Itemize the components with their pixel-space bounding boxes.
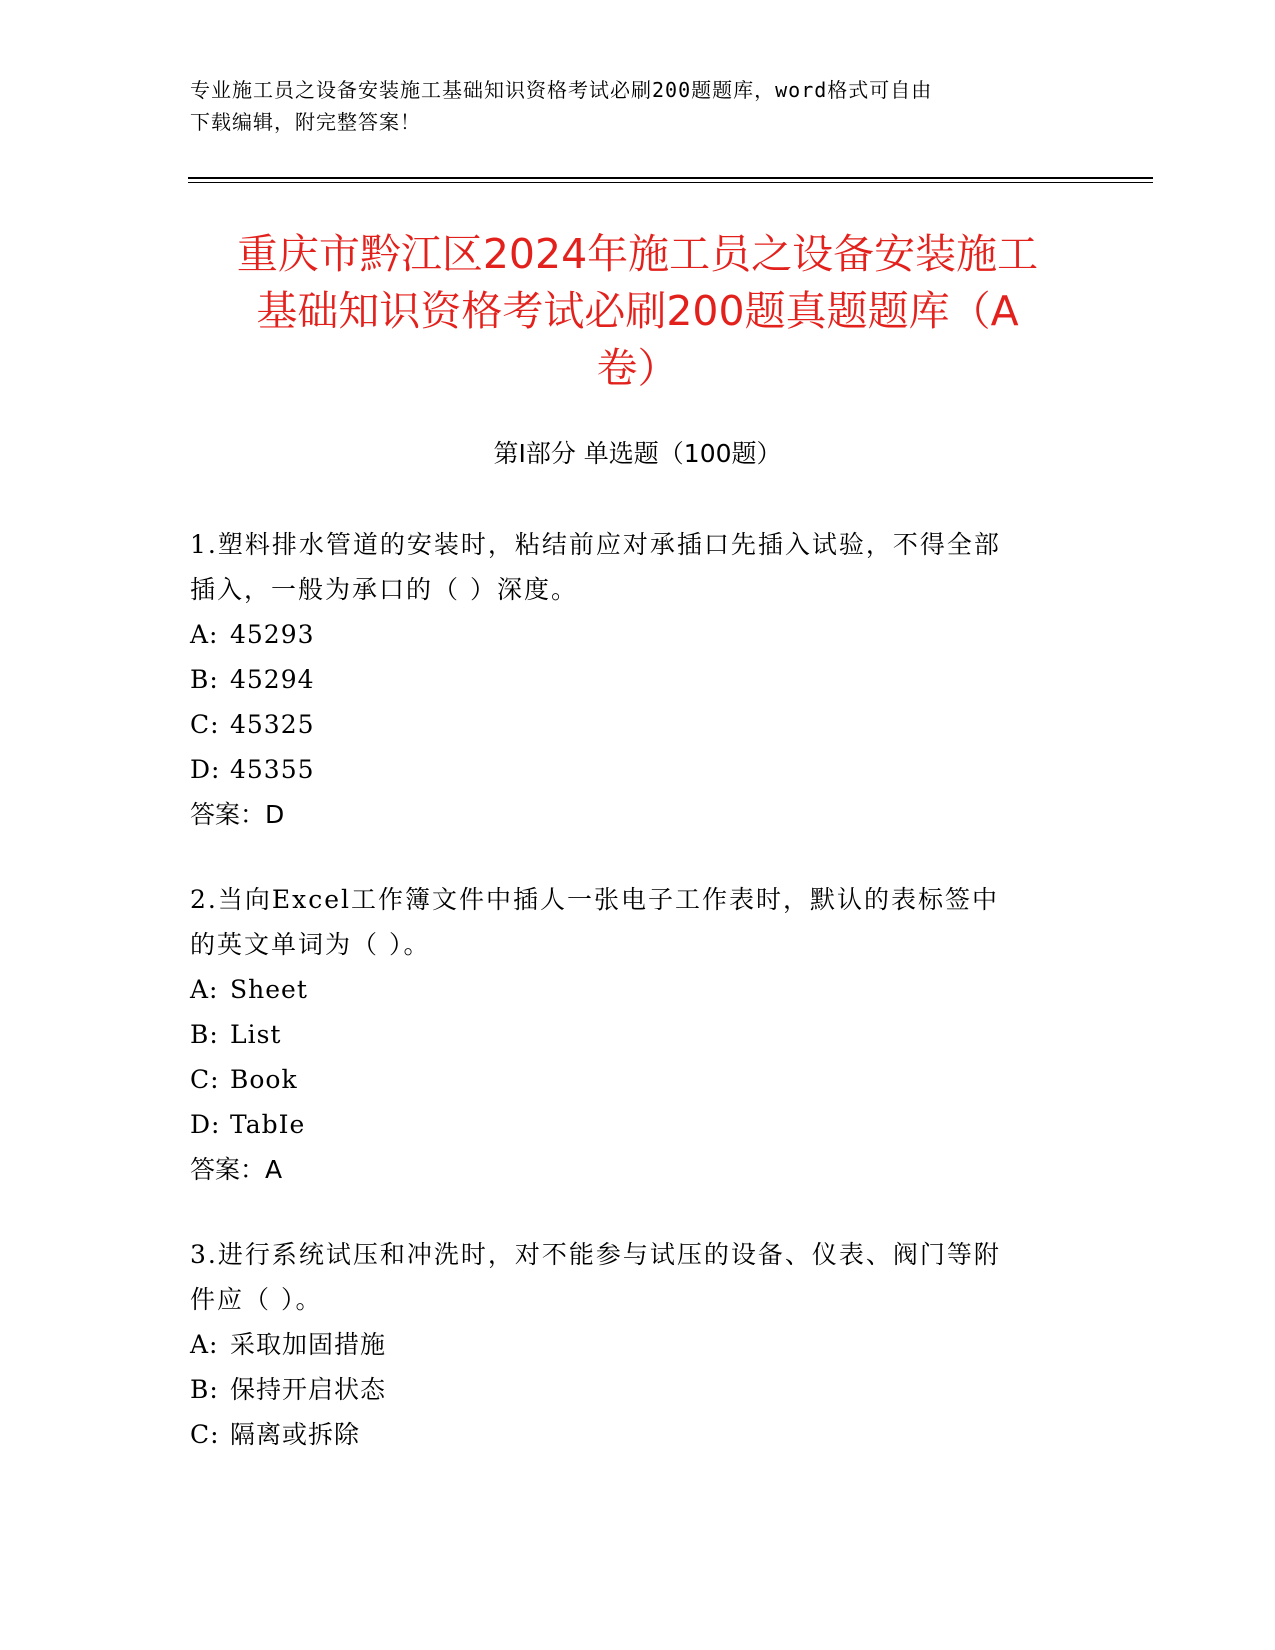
option-a [190, 612, 1070, 657]
option-text: 隔离或拆除 [230, 1420, 361, 1449]
option-text: 保持开启状态 [230, 1375, 387, 1404]
option-b [190, 657, 1070, 702]
option-text: 采取加固措施 [230, 1330, 387, 1359]
option-c [190, 702, 1070, 747]
option-c [190, 1412, 1070, 1457]
header-line-2: 下载编辑，附完整答案！ [190, 110, 421, 134]
option-d [190, 1102, 1070, 1147]
option-letter: D: [190, 1110, 221, 1139]
option-letter: D: [190, 755, 221, 784]
header-divider-thick [188, 177, 1153, 179]
question-stem-line-1: 2.当向Excel工作簿文件中插人一张电子工作表时，默认的表标签中 [190, 885, 999, 914]
document-title [150, 226, 1125, 397]
option-letter: A: [190, 975, 219, 1004]
option-text: Sheet [230, 975, 308, 1004]
option-d [190, 747, 1070, 792]
question-1 [190, 522, 1070, 837]
option-text: 45293 [230, 620, 315, 649]
option-letter: B: [190, 665, 219, 694]
option-b [190, 1012, 1070, 1057]
answer-label: 答案：A [190, 1155, 283, 1184]
option-text: TabIe [230, 1110, 306, 1139]
answer-label: 答案：D [190, 800, 285, 829]
section-title: 第I部分 单选题（100题） [493, 439, 782, 468]
option-letter: C: [190, 710, 220, 739]
option-letter: C: [190, 1420, 220, 1449]
option-letter: A: [190, 620, 219, 649]
option-a [190, 1322, 1070, 1367]
option-c [190, 1057, 1070, 1102]
question-list [190, 522, 1070, 1497]
option-text: 45325 [230, 710, 315, 739]
document-header [190, 74, 1070, 138]
title-line-1: 重庆市黔江区2024年施工员之设备安装施工 [236, 230, 1039, 278]
option-a [190, 967, 1070, 1012]
option-letter: A: [190, 1330, 219, 1359]
option-letter: B: [190, 1375, 219, 1404]
option-b [190, 1367, 1070, 1412]
option-text: List [230, 1020, 282, 1049]
option-text: 45294 [230, 665, 315, 694]
header-line-1: 专业施工员之设备安装施工基础知识资格考试必刷200题题库，word格式可自由 [190, 78, 933, 102]
header-divider-thin [188, 182, 1153, 183]
question-3 [190, 1232, 1070, 1457]
question-stem-line-1: 3.进行系统试压和冲洗时，对不能参与试压的设备、仪表、阀门等附 [190, 1240, 1001, 1269]
title-line-2: 基础知识资格考试必刷200题真题题库（A [256, 287, 1019, 335]
option-letter: B: [190, 1020, 219, 1049]
question-stem-line-1: 1.塑料排水管道的安装时，粘结前应对承插口先插入试验，不得全部 [190, 530, 1001, 559]
option-letter: C: [190, 1065, 220, 1094]
option-text: 45355 [230, 755, 315, 784]
question-stem-line-2: 的英文单词为（ ）。 [190, 930, 431, 959]
question-stem-line-2: 件应（ ）。 [190, 1285, 323, 1314]
title-line-3: 卷） [596, 344, 679, 392]
question-2 [190, 877, 1070, 1192]
question-stem-line-2: 插入，一般为承口的（ ）深度。 [190, 575, 578, 604]
option-text: Book [230, 1065, 298, 1094]
